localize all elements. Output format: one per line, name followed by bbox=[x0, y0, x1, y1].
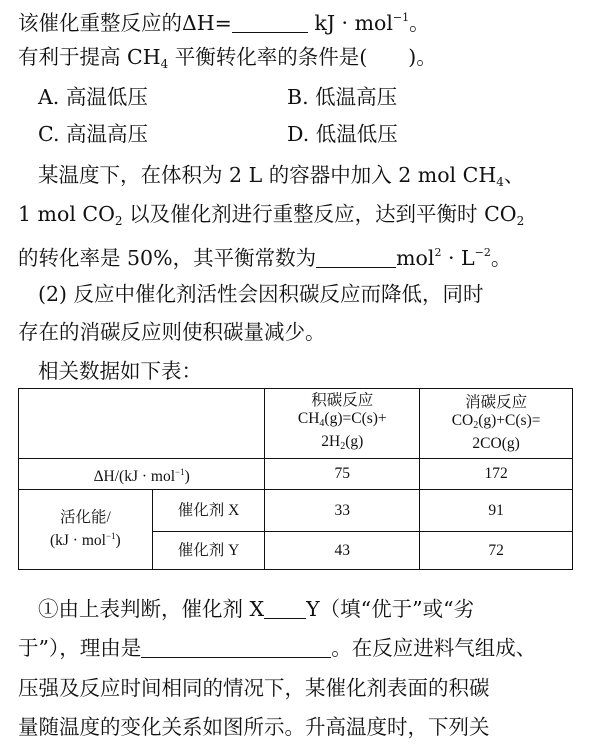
carbon-deposition-title: 积碳反应 bbox=[311, 391, 374, 409]
dh-value-elimination: 172 bbox=[420, 459, 573, 490]
option-d[interactable] bbox=[287, 121, 398, 147]
q4-line-2 bbox=[18, 635, 536, 661]
q3-line2-text-b: 以及催化剂进行重整反应，达到平衡时 CO bbox=[122, 202, 517, 226]
q4-line2-text-b: 。在反应进料气组成、 bbox=[331, 636, 537, 660]
answer-blank-equilibrium-constant[interactable] bbox=[316, 247, 396, 268]
table-row bbox=[19, 459, 573, 490]
q3-line3-end: 。 bbox=[490, 246, 512, 270]
ea-label-line-1: 活化能/ bbox=[59, 509, 111, 526]
catalyst-x-deposition: 33 bbox=[265, 490, 420, 532]
part2-line-3: 相关数据如下表： bbox=[38, 359, 202, 383]
catalyst-x-label: 催化剂 X bbox=[152, 490, 265, 532]
delta-h-end: 。 bbox=[409, 11, 430, 35]
q3-line-2 bbox=[18, 201, 524, 234]
catalyst-y-deposition: 43 bbox=[265, 532, 420, 570]
q4-line1-text-a: ①由上表判断，催化剂 X bbox=[38, 597, 265, 621]
table-corner-cell bbox=[19, 389, 265, 459]
dh-label-cell: ΔH/(kJ · mol$^{-1}$) bbox=[19, 459, 265, 490]
answer-blank-reason[interactable] bbox=[141, 637, 331, 658]
q3-line-3 bbox=[18, 240, 511, 271]
carbon-elimination-title: 消碳反应 bbox=[465, 394, 528, 411]
q3-line2-text-a: 1 mol CO bbox=[18, 202, 115, 226]
option-a-label: A. 高温低压 bbox=[38, 85, 148, 109]
q3-unit-exp-1: 2 bbox=[434, 246, 442, 259]
q3-line2-sub-b: 2 bbox=[516, 214, 525, 228]
q4-line1-text-b: Y（填“优于”或“劣 bbox=[306, 597, 475, 621]
carbon-elimination-equation-2: 2CO(g) bbox=[472, 435, 520, 452]
catalyst-x-elimination: 91 bbox=[420, 490, 573, 532]
table-header-row bbox=[19, 389, 573, 459]
question-delta-h bbox=[18, 5, 430, 36]
delta-h-prefix: 该催化重整反应的ΔH= bbox=[18, 11, 232, 35]
table-row bbox=[19, 490, 573, 532]
option-d-label: D. 低温低压 bbox=[287, 122, 398, 146]
header-carbon-elimination bbox=[420, 389, 573, 459]
q3-unit: mol bbox=[396, 246, 435, 270]
part2-line-1: (2) 反应中催化剂活性会因积碳反应而降低，同时 bbox=[38, 282, 484, 306]
delta-h-unit-exponent: −1 bbox=[392, 11, 410, 24]
catalyst-y-elimination: 72 bbox=[420, 532, 573, 570]
q3-line2-sub-a: 2 bbox=[114, 214, 123, 228]
conversion-rest: 平衡转化率的条件是( )。 bbox=[168, 45, 437, 69]
option-b-label: B. 低温高压 bbox=[287, 85, 398, 109]
part2-line-2: 存在的消碳反应则使积碳量减少。 bbox=[18, 320, 326, 344]
q3-line1-sub: 4 bbox=[496, 175, 504, 189]
carbon-elimination-equation-1: $CO_2(g)+C(s)=$ bbox=[451, 412, 541, 431]
carbon-deposition-equation-1: $CH_4(g)=C(s)+$ bbox=[297, 409, 387, 429]
q3-line1-text: 某温度下，在体积为 2 L 的容器中加入 2 mol CH bbox=[38, 163, 497, 187]
header-carbon-deposition bbox=[265, 389, 420, 459]
data-table bbox=[18, 388, 573, 570]
option-c-label: C. 高温高压 bbox=[38, 122, 148, 146]
q4-line2-text-a: 于”），理由是 bbox=[18, 636, 142, 660]
activation-energy-label-cell bbox=[19, 490, 153, 570]
answer-blank-delta-h[interactable] bbox=[232, 12, 308, 33]
q3-line3-text: 的转化率是 50%，其平衡常数为 bbox=[18, 246, 317, 270]
q3-line1-end: 、 bbox=[503, 163, 525, 187]
q3-unit-mid: · L bbox=[441, 246, 475, 270]
q4-line-3: 压强及反应时间相同的情况下，某催化剂表面的积碳 bbox=[18, 676, 490, 700]
option-c[interactable] bbox=[38, 121, 148, 147]
ea-label-line-2: (kJ · mol$^{-1}$) bbox=[49, 531, 121, 549]
delta-h-unit: kJ · mol bbox=[314, 11, 393, 35]
q3-unit-exp-2: −2 bbox=[474, 246, 491, 259]
catalyst-y-label: 催化剂 Y bbox=[152, 532, 265, 570]
q4-line-4: 量随温度的变化关系如图所示。升高温度时，下列关 bbox=[18, 715, 490, 739]
answer-blank-catalyst-compare[interactable] bbox=[264, 598, 306, 619]
q4-line-1 bbox=[38, 596, 474, 622]
conversion-subscript: 4 bbox=[160, 57, 169, 71]
q3-line-1 bbox=[38, 162, 524, 195]
option-a[interactable] bbox=[38, 84, 148, 110]
option-b[interactable] bbox=[287, 84, 397, 110]
carbon-deposition-equation-2: $2H_2(g)$ bbox=[321, 432, 364, 452]
question-conversion-conditions bbox=[18, 44, 437, 77]
dh-value-deposition: 75 bbox=[265, 459, 420, 490]
conversion-text: 有利于提高 CH bbox=[18, 45, 161, 69]
